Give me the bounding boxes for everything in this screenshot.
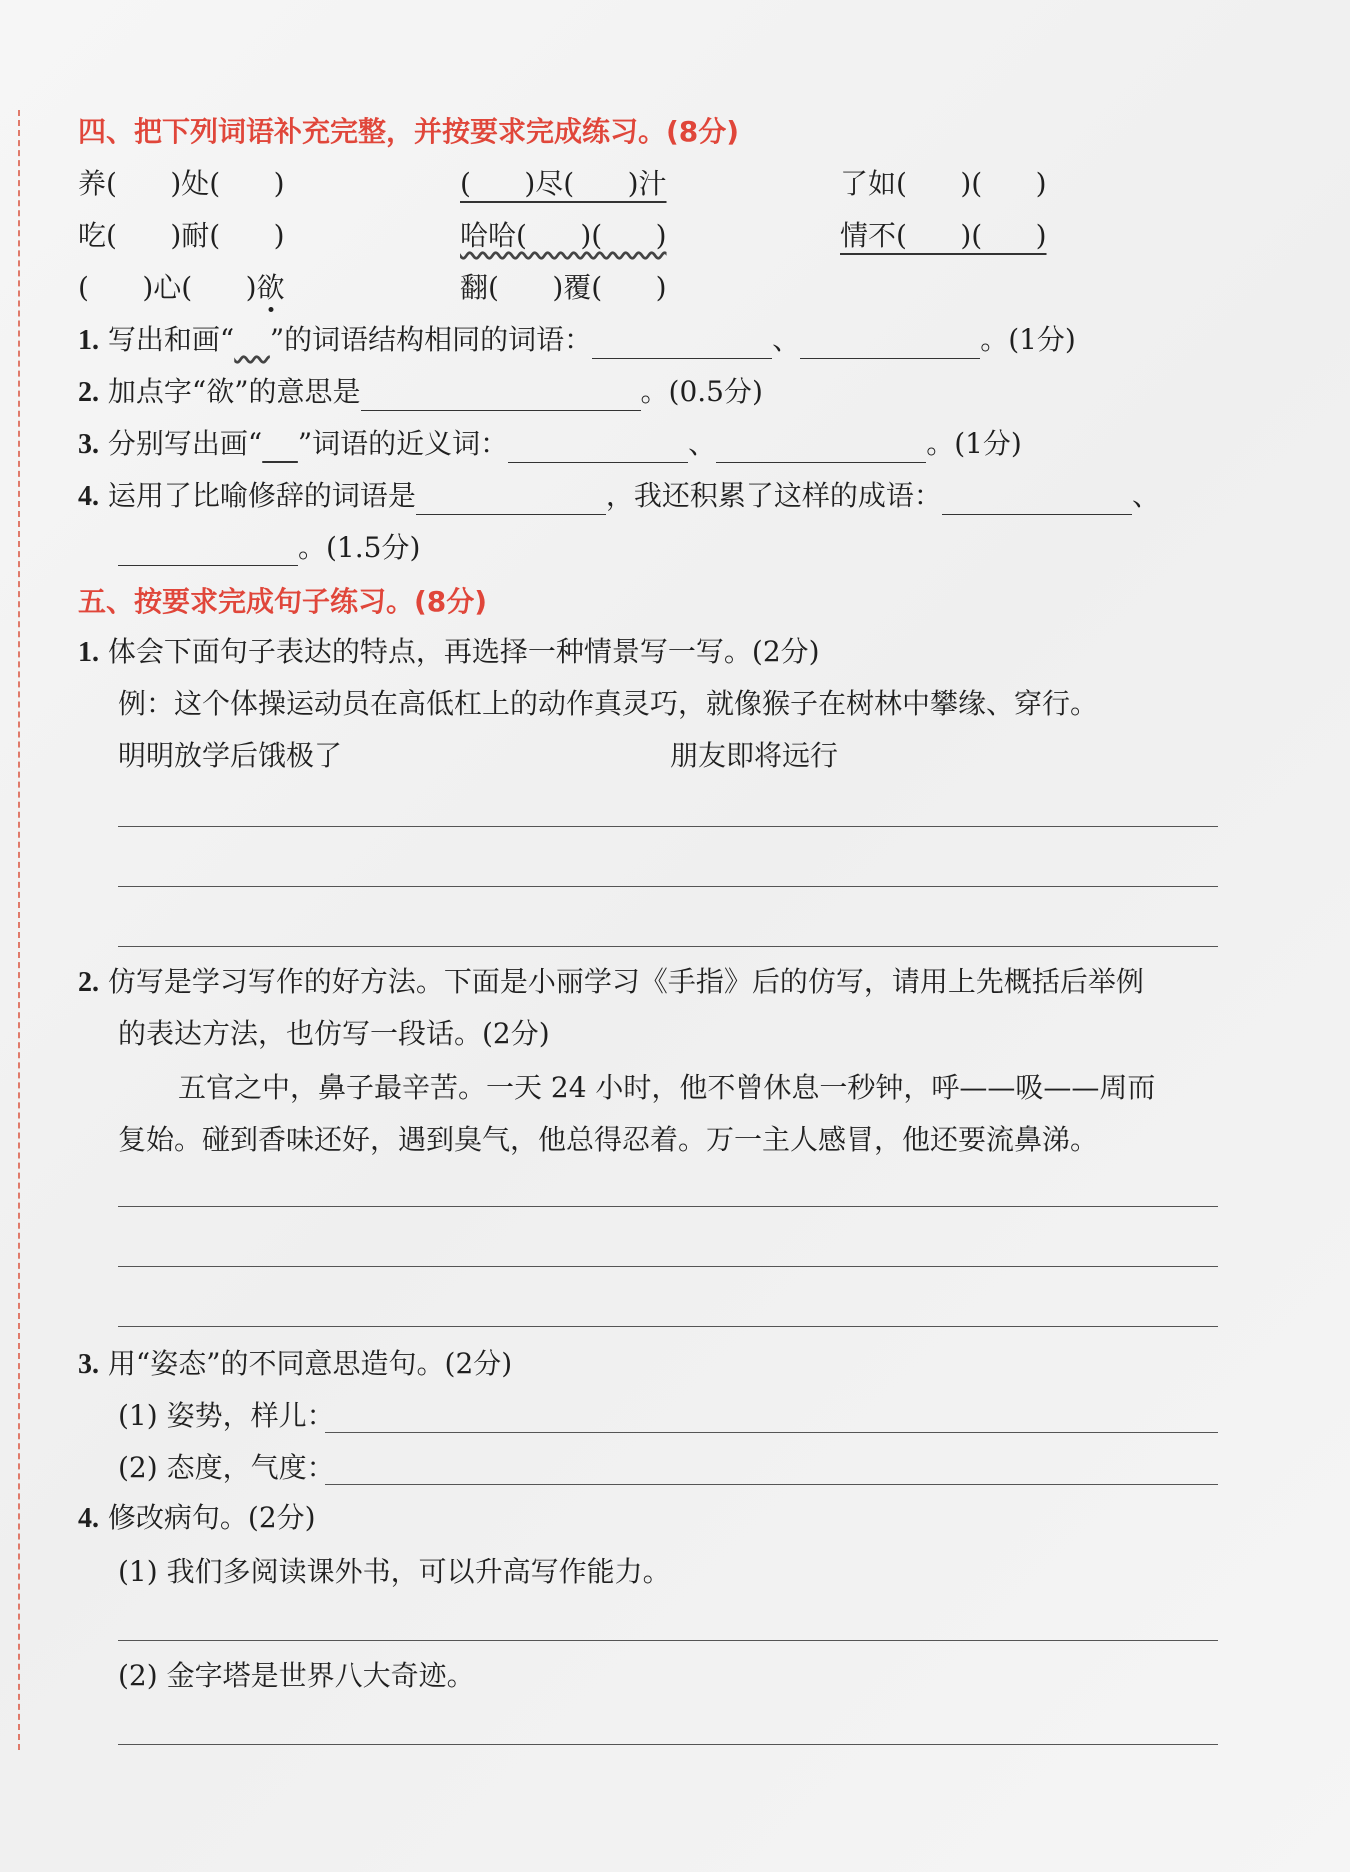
s5-q1-number: 1.	[78, 637, 99, 668]
word-r2c3: 情不( )( )	[840, 219, 1047, 252]
s4-q1-number: 1.	[78, 325, 99, 356]
s5-q1-option-b: 朋友即将远行	[670, 739, 839, 772]
s5-q2-answer-line-1[interactable]	[118, 1206, 1218, 1207]
s4-q1-answer-2[interactable]	[800, 330, 980, 359]
section-4-title: 四、把下列词语补充完整，并按要求完成练习。(8分)	[78, 115, 740, 148]
s4-q2-end: 。(0.5分)	[640, 375, 763, 408]
s4-q1-sep: 、	[772, 323, 801, 356]
section-5-title: 五、按要求完成句子练习。(8分)	[78, 585, 488, 618]
underline-mark-sample	[262, 427, 298, 460]
s4-q4	[78, 478, 1160, 515]
s5-q2	[78, 964, 1144, 1001]
s5-q4-b: (2) 金字塔是世界八大奇迹。	[118, 1659, 475, 1692]
s5-q2-answer-line-2[interactable]	[118, 1266, 1218, 1267]
word-r3c1-text: ( )心( )	[78, 271, 257, 304]
s4-q3-sep: 、	[688, 427, 717, 460]
s4-q1-text-a: 写出和画“	[107, 323, 235, 356]
word-r1c3: 了如( )( )	[840, 167, 1047, 200]
binding-margin-line	[18, 110, 20, 1750]
s4-q2-text: 加点字“欲”的意思是	[107, 375, 361, 408]
s5-q3-answer-b[interactable]	[325, 1484, 1218, 1485]
s4-q2	[78, 374, 763, 411]
wavy-mark-sample	[234, 323, 270, 356]
s5-q3	[78, 1346, 512, 1383]
word-r2c1: 吃( )耐( )	[78, 219, 285, 252]
s4-q4-text: 运用了比喻修辞的词语是	[107, 479, 416, 512]
s5-q1	[78, 634, 820, 671]
s5-q3-a: (1) 姿势，样儿：	[118, 1399, 335, 1432]
s4-q1-text-b: ”的词语结构相同的词语：	[269, 323, 593, 356]
s5-q2-text-b: 的表达方法，也仿写一段话。(2分)	[118, 1017, 550, 1050]
s4-q4-sep: 、	[1131, 479, 1160, 512]
s4-q2-number: 2.	[78, 377, 99, 408]
s4-q3-text-a: 分别写出画“	[107, 427, 263, 460]
s4-q3-answer-2[interactable]	[716, 434, 926, 463]
s5-q2-number: 2.	[78, 967, 99, 998]
word-r3c1	[78, 270, 285, 306]
s5-q3-text: 用“姿态”的不同意思造句。(2分)	[107, 1347, 513, 1380]
s5-q1-answer-line-2[interactable]	[118, 886, 1218, 887]
s4-q4-number: 4.	[78, 481, 99, 512]
s5-q4	[78, 1500, 316, 1537]
s4-q1	[78, 322, 1076, 359]
s5-q1-text: 体会下面句子表达的特点，再选择一种情景写一写。(2分)	[107, 635, 820, 668]
s4-q3-number: 3.	[78, 429, 99, 460]
s5-q2-answer-line-3[interactable]	[118, 1326, 1218, 1327]
word-r3c2: 翻( )覆( )	[460, 271, 667, 304]
s4-q4-answer-1[interactable]	[416, 486, 606, 515]
dotted-char-yu: 欲	[256, 271, 285, 304]
s5-q3-b: (2) 态度，气度：	[118, 1451, 335, 1484]
word-r2c2: 哈哈( )( )	[460, 219, 667, 252]
s5-q1-answer-line-3[interactable]	[118, 946, 1218, 947]
s4-q2-answer[interactable]	[361, 382, 641, 411]
s4-q4-end: 。(1.5分)	[298, 531, 421, 564]
s4-q3-end: 。(1分)	[926, 427, 1022, 460]
s4-q1-end: 。(1分)	[980, 323, 1076, 356]
word-r1c2: ( )尽( )汁	[460, 167, 667, 200]
s4-q3	[78, 426, 1022, 463]
s5-q3-answer-a[interactable]	[325, 1432, 1218, 1433]
s5-q3-number: 3.	[78, 1349, 99, 1380]
s5-q4-answer-b[interactable]	[118, 1744, 1218, 1745]
s4-q4-cont	[118, 530, 420, 566]
s5-q2-para-a: 五官之中，鼻子最辛苦。一天 24 小时，他不曾休息一秒钟，呼——吸——周而	[178, 1071, 1156, 1104]
s4-q4-mid: ，我还积累了这样的成语：	[605, 479, 942, 512]
s5-q2-para-b: 复始。碰到香味还好，遇到臭气，他总得忍着。万一主人感冒，他还要流鼻涕。	[118, 1123, 1099, 1156]
word-r1c1: 养( )处( )	[78, 167, 285, 200]
s4-q4-answer-3[interactable]	[118, 537, 298, 566]
s5-q4-a: (1) 我们多阅读课外书，可以升高写作能力。	[118, 1555, 671, 1588]
s4-q3-answer-1[interactable]	[508, 434, 688, 463]
s5-q2-text-a: 仿写是学习写作的好方法。下面是小丽学习《手指》后的仿写，请用上先概括后举例	[107, 965, 1144, 998]
s4-q3-text-b: ”词语的近义词：	[297, 427, 509, 460]
s5-q4-text: 修改病句。(2分)	[107, 1501, 316, 1534]
s5-q1-answer-line-1[interactable]	[118, 826, 1218, 827]
s5-q1-option-a: 明明放学后饿极了	[118, 739, 343, 772]
s5-q4-number: 4.	[78, 1503, 99, 1534]
s4-q1-answer-1[interactable]	[592, 330, 772, 359]
s4-q4-answer-2[interactable]	[942, 486, 1132, 515]
s5-q1-example: 例：这个体操运动员在高低杠上的动作真灵巧，就像猴子在树林中攀缘、穿行。	[118, 687, 1099, 720]
s5-q4-answer-a[interactable]	[118, 1640, 1218, 1641]
